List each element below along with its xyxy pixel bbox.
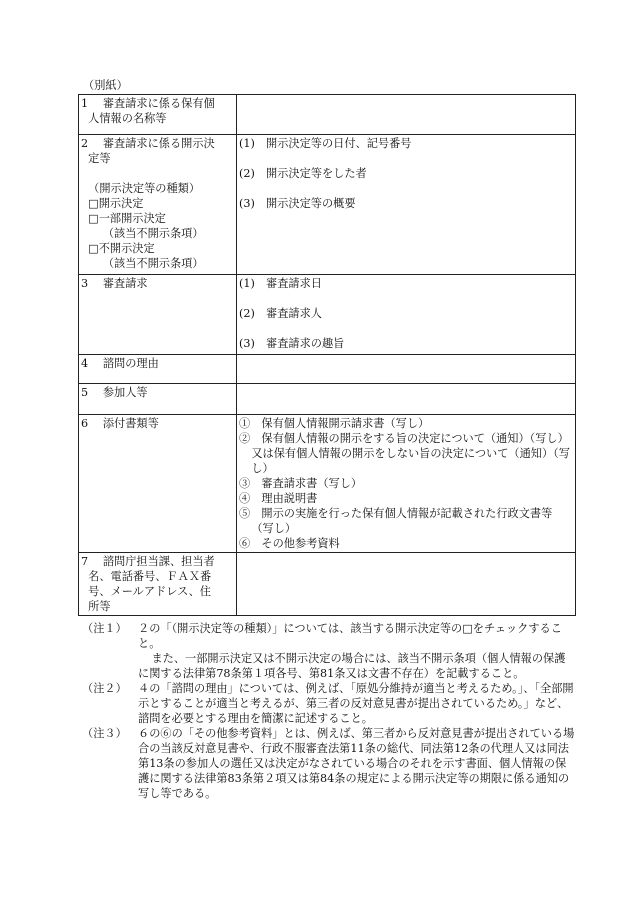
row-2-item-3: (3) 開示決定等の概要 — [239, 197, 356, 210]
row-5-value — [237, 384, 576, 415]
row-6-label: 6 添付書類等 — [79, 415, 237, 553]
row-3-item-3: (3) 審査請求の趣旨 — [239, 337, 345, 350]
row-5-label: 5 参加人等 — [79, 384, 237, 415]
row-contact-info — [79, 553, 576, 616]
attachment-item-1: ① 保有個人情報開示請求書（写し） — [239, 417, 430, 430]
note-1-paragraph-2: また、一部開示決定又は不開示決定の場合には、該当不開示条項（個人情報の保護に関する法律第78条第１項各号、第81条又は文書不存在）を記載すること。 — [138, 652, 566, 680]
row-1-label: 1 審査請求に係る保有個 人情報の名称等 — [79, 95, 237, 135]
attachment-item-3: ③ 審査請求書（写し） — [239, 477, 363, 490]
row-6-value — [237, 415, 576, 553]
note-2 — [82, 681, 576, 726]
row-attachments — [79, 415, 576, 553]
row-2-item-2: (2) 開示決定等をした者 — [239, 167, 367, 180]
row-2-value — [237, 135, 576, 275]
row-7-label: 7 諮問庁担当課、担当者 名、電話番号、ＦＡＸ番 号、メールアドレス、住 所等 — [79, 553, 237, 616]
row-inquiry-reason — [79, 355, 576, 384]
note-2-paragraph-1: ４の「諮問の理由」については、例えば、「原処分維持が適当と考えるため。」、「全部開示とすることが適当と考えるが、第三者の反対意見書が提出されているため。」など、諮問を必要とする理由を簡潔に記述すること。 — [138, 682, 574, 725]
attachment-label: （別紙） — [83, 79, 128, 92]
row-1-value — [237, 95, 576, 135]
attachment-item-6: ⑥ その他参考資料 — [239, 537, 340, 550]
row-4-label: 4 諮問の理由 — [79, 355, 237, 384]
row-3-item-1: (1) 審査請求日 — [239, 277, 322, 290]
note-3-paragraph-1: ６の⑥の「その他参考資料」とは、例えば、第三者から反対意見書が提出されている場合の当該反対意見書や、行政不服審査法第11条の総代、同法第12条の代理人又は同法第13条の参加人の選任又は決定がなされている場合のそれを示す書面、個人情報の保護に関する法律第83条第２項又は第84条の規定による開示決定等の期限に係る通知の写し等である。 — [138, 727, 575, 800]
row-review-request — [79, 275, 576, 355]
row-participants — [79, 384, 576, 415]
row-disclosure-decision — [79, 135, 576, 275]
note-2-label: （注２） — [82, 682, 127, 695]
note-3 — [82, 726, 576, 801]
attachment-item-4: ④ 理由説明書 — [239, 492, 318, 505]
row-3-label: 3 審査請求 — [79, 275, 237, 355]
inquiry-form-table — [78, 94, 576, 616]
note-3-label: （注３） — [82, 727, 127, 740]
row-7-value — [237, 553, 576, 616]
note-1-paragraph-1: ２の「（開示決定等の種類）」については、該当する開示決定等の□をチェックすること。 — [138, 622, 562, 650]
note-1 — [82, 621, 576, 681]
row-3-value — [237, 275, 576, 355]
attachment-item-2: ② 保有個人情報の開示をする旨の決定について（通知）（写し）又は保有個人情報の開示をしない旨の決定について（通知）（写し） — [239, 432, 570, 475]
row-2-item-1: (1) 開示決定等の日付、記号番号 — [239, 137, 412, 150]
row-2-label: 2 審査請求に係る開示決 定等 （開示決定等の種類） □開示決定 □一部開示決定 （該当不開示条項） □不開示決定 （該当不開示条項） — [79, 135, 237, 275]
notes-section — [82, 621, 576, 801]
row-4-value — [237, 355, 576, 384]
row-personal-info-name — [79, 95, 576, 135]
note-1-label: （注１） — [82, 622, 127, 635]
attachment-item-5: ⑤ 開示の実施を行った保有個人情報が記載された行政文書等（写し） — [239, 507, 553, 535]
row-3-item-2: (2) 審査請求人 — [239, 307, 322, 320]
